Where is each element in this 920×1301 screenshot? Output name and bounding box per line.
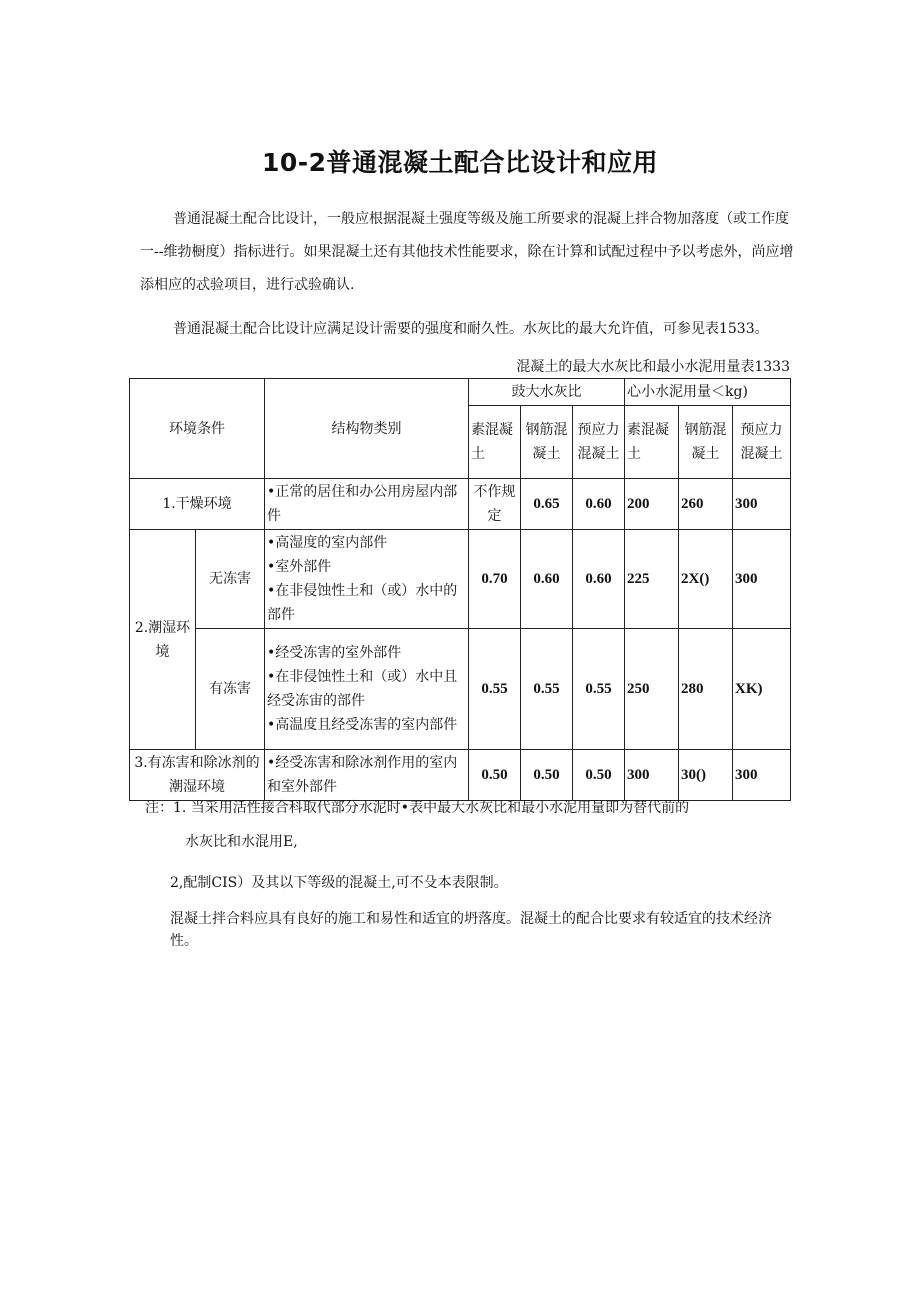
row2a-struct-line: •高湿度的室内部件 <box>267 535 388 551</box>
table-row <box>130 479 791 530</box>
row3-v6: 300 <box>733 750 791 801</box>
row2b-v2: 0.55 <box>521 629 573 750</box>
row1-v5: 260 <box>679 479 733 530</box>
row3-v1: 0.50 <box>469 750 521 801</box>
paragraph-2: 普通混凝土配合比设计应满足设计需要的强度和耐久性。水灰比的最大允许值，可参见表1533。 <box>173 321 769 337</box>
row2a-v6: 300 <box>733 530 791 629</box>
row1-v3: 0.60 <box>573 479 625 530</box>
table-note-1: 注：1. 当采用活性接合科取代部分水泥时•表中最大水灰比和最小水泥用量即为替代前的 <box>145 800 690 816</box>
header-min-cement: 心小水泥用量＜kg) <box>625 379 791 406</box>
row2a-v1: 0.70 <box>469 530 521 629</box>
row2b-v1: 0.55 <box>469 629 521 750</box>
row2-env: 2.潮湿环境 <box>130 530 196 750</box>
row2b-v4: 250 <box>625 629 679 750</box>
row2b-v5: 280 <box>679 629 733 750</box>
row2b-struct <box>265 629 469 750</box>
row2a-v4: 225 <box>625 530 679 629</box>
table-caption: 混凝土的最大水灰比和最小水泥用量表1333 <box>516 359 790 375</box>
row3-v5: 30() <box>679 750 733 801</box>
row1-v2: 0.65 <box>521 479 573 530</box>
row3-env: 3.有冻害和除冰剂的潮湿环境 <box>130 750 265 801</box>
row2a-v5: 2X() <box>679 530 733 629</box>
row2a-sub: 无冻害 <box>196 530 265 629</box>
header-max-wc: 豉大水灰比 <box>469 379 625 406</box>
row2b-v3: 0.55 <box>573 629 625 750</box>
row1-v6: 300 <box>733 479 791 530</box>
subheader-plain-1: 素混凝土 <box>469 406 521 479</box>
subheader-rc-1: 钢筋混凝土 <box>521 406 573 479</box>
row2b-sub: 有冻害 <box>196 629 265 750</box>
row1-struct: •正常的居住和办公用房屋内部件 <box>265 479 469 530</box>
header-struct: 结构物类别 <box>265 379 469 479</box>
subheader-plain-2: 素混凝土 <box>625 406 679 479</box>
row2a-v3: 0.60 <box>573 530 625 629</box>
row3-v2: 0.50 <box>521 750 573 801</box>
row1-v1: 不作规定 <box>469 479 521 530</box>
subheader-pc-2: 预应力混凝土 <box>733 406 791 479</box>
page-title: 10-2普通混凝土配合比设计和应用 <box>261 148 659 177</box>
table-note-2: 2,配制CIS）及其以下等级的混凝土,可不殳本表限制。 <box>170 875 508 891</box>
closing-paragraph: 混凝土拌合料应具有良好的施工和易性和适宜的坍落度。混凝土的配合比要求有较适宜的技术经济性。 <box>170 911 772 949</box>
subheader-pc-1: 预应力混凝土 <box>573 406 625 479</box>
subheader-rc-2: 钢筋混凝土 <box>679 406 733 479</box>
row2b-struct-line: •经受冻害的室外部件 <box>267 645 402 661</box>
table-note-1-cont: 水灰比和水混用E, <box>185 834 298 850</box>
row2a-struct-line: •在非侵蚀性土和（或）水中的部件 <box>267 583 458 623</box>
table-row <box>130 530 791 629</box>
row1-env: 1.干燥环境 <box>130 479 265 530</box>
row3-struct: •经受冻害和除冰剂作用的室内和室外部件 <box>265 750 469 801</box>
row2a-v2: 0.60 <box>521 530 573 629</box>
table-row <box>130 629 791 750</box>
row3-v4: 300 <box>625 750 679 801</box>
row1-v4: 200 <box>625 479 679 530</box>
row2b-v6: XK) <box>733 629 791 750</box>
paragraph-1: 普通混凝土配合比设计，一般应根据混凝土强度等级及施工所要求的混凝上拌合物加落度（或工作度一--维勃橱度）指标进行。如果混凝土还有其他技术性能要求，除在计算和试配过程中予以考虑外，尚应增添相应的忒验项目，进行忒验确认. <box>140 211 794 293</box>
row2b-struct-line: •高温度且经受冻害的室内部件 <box>267 717 458 733</box>
row2a-struct-line: •室外部件 <box>267 559 332 575</box>
table-row <box>130 750 791 801</box>
ratio-table <box>129 378 791 801</box>
row3-v3: 0.50 <box>573 750 625 801</box>
header-env: 环境条件 <box>130 379 265 479</box>
row2b-struct-line: •在非侵蚀性土和（或）水中且经受冻宙的部件 <box>267 669 458 709</box>
row2a-struct <box>265 530 469 629</box>
